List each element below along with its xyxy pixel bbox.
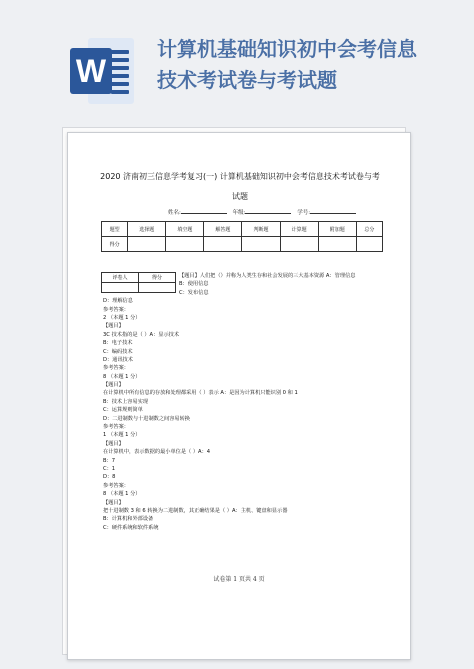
question-line: C：1 [103,465,116,472]
score-table [101,221,383,252]
name-label: 姓名: [168,210,181,216]
question-line: C：发布信息 [179,289,209,296]
question-line: 2 （本题 1 分） [103,314,141,321]
score-cell[interactable] [204,237,242,252]
question-line: 8 （本题 1 分） [103,491,141,498]
word-icon-line [111,74,129,78]
question-line: B：使用信息 [179,281,209,288]
score-header-cell: 题型 [102,222,128,237]
question-body [103,272,393,532]
grade-field[interactable] [245,208,291,214]
score-header-cell: 解答题 [204,222,242,237]
question-line: D：8 [103,474,116,481]
question-line: 【题目】人们把（）并称为人类生存和社会发展的三大基本资源 A：管理信息 [179,273,356,279]
question-line: C：硬件系统和软件系统 [103,524,159,531]
question-line: 【题目】 [103,382,124,389]
banner-title-line2: 技术考试卷与考试题 [157,68,337,92]
document-title-line1: 2020 济南初三信息学考复习(一) 计算机基础知识初中会考信息技术考试卷与考 [100,172,380,181]
question-line: D：二进制数与十进制数之间容易转换 [103,415,190,422]
question-line: D：理解信息 [103,298,133,305]
question-line: 8 （本题 1 分） [103,373,141,380]
score-cell[interactable] [318,237,356,252]
word-icon-line [111,58,129,62]
question-line: 参考答案： [103,306,129,313]
score-header-cell: 总分 [356,222,382,237]
student-info-line [168,208,368,216]
question-line: C：运算规则简单 [103,407,143,414]
score-header-cell: 计算题 [280,222,318,237]
score-row-label: 得分 [102,237,128,252]
banner-title-line1: 计算机基础知识初中会考信息 [157,37,417,61]
question-line: B：电子技术 [103,340,133,347]
score-table-row [102,237,383,252]
question-line: 3C 技术指的是（ ）A：显示技术 [103,331,180,338]
student-id-field[interactable] [310,208,356,214]
document-title [90,167,390,207]
question-line: C：编码技术 [103,348,133,355]
score-header-cell: 填空题 [166,222,204,237]
question-line: 【题目】 [103,323,124,330]
question-line: 1 （本题 1 分） [103,432,141,439]
score-table-header-row [102,222,383,237]
banner [0,0,474,120]
question-line: 把十进制数 3 和 6 转换为二进制数，其正确结果是（ ）A：主机、键盘和显示器 [103,507,288,514]
question-line: 在计算机中，表示数据的最小单位是（ ）A：4 [103,449,211,456]
word-icon [70,38,134,104]
score-header-cell: 选择题 [128,222,166,237]
word-icon-letter: W [70,48,112,94]
question-line: 参考答案： [103,365,129,372]
grader-header-cell: 评卷人 [102,273,139,283]
banner-title [157,34,457,96]
question-line: 参考答案： [103,424,129,431]
grade-label: 年级: [232,210,246,216]
question-line: B：计算机和外部设备 [103,516,154,523]
question-line: 在计算机中所有信息的存放和处理都采用（ ）表示 A：是因为计算机只能识别 0 和 1 [103,390,298,397]
question-line: 参考答案： [103,482,129,489]
score-cell[interactable] [242,237,280,252]
student-id-label: 学号: [297,210,311,216]
word-icon-line [111,82,129,86]
score-header-cell: 附加题 [318,222,356,237]
score-header-cell: 判断题 [242,222,280,237]
grader-header-cell: 得分 [139,273,176,283]
document-title-line2: 试题 [232,192,248,201]
score-cell[interactable] [128,237,166,252]
score-cell[interactable] [166,237,204,252]
score-cell[interactable] [356,237,382,252]
page-footer: 试卷第 1 页共 4 页 [213,576,265,583]
question-line: D：通讯技术 [103,356,133,363]
question-line: B：技术上容易实现 [103,398,149,405]
word-icon-line [111,50,129,54]
question-line: B：7 [103,457,116,464]
word-icon-line [111,90,129,94]
question-line: 【题目】 [103,440,124,447]
name-field[interactable] [181,208,227,214]
document-page [67,132,411,660]
score-cell[interactable] [280,237,318,252]
word-icon-line [111,66,129,70]
question-line: 【题目】 [103,499,124,506]
